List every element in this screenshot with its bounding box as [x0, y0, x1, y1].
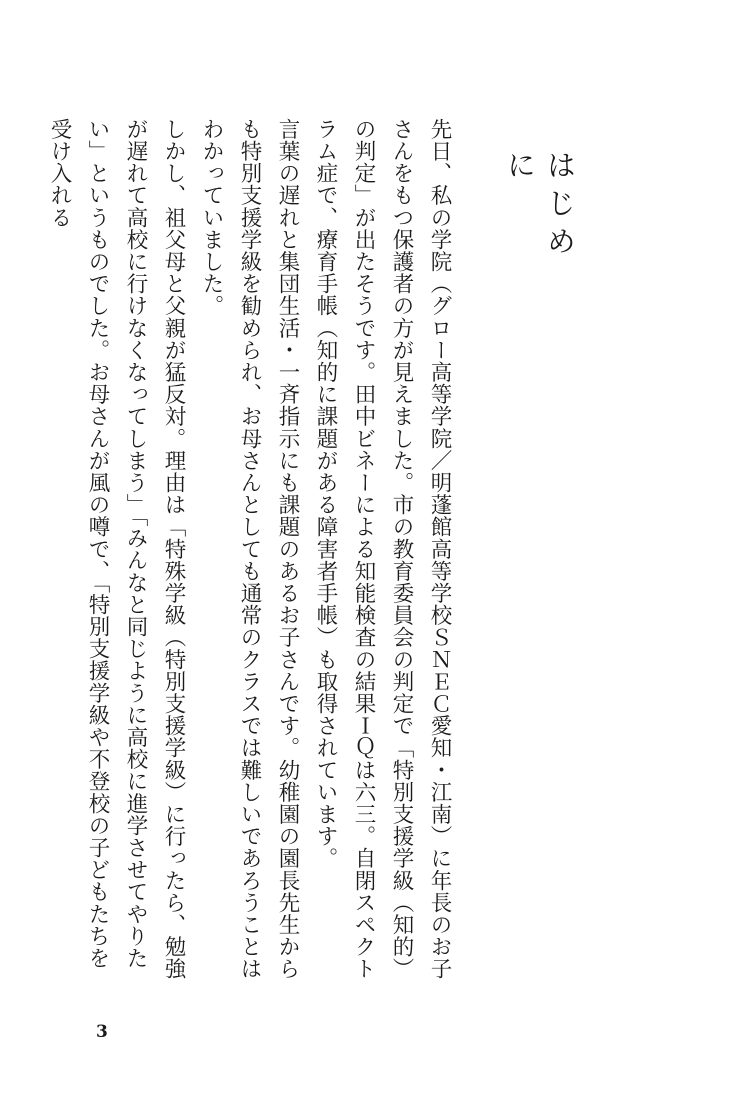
- paragraph-3: しかし、祖父母と父親が猛反対。理由は「特殊学級（特別支援学級）に行ったら、勉強が遅れて高校に行けなくなってしまう」「みんなと同じように高校に進学させてやりたい」というものでした。お母さんが風の噂で、「特別支援学級や不登校の子どもたちを受け入れる: [47, 118, 186, 980]
- paragraph-1: 先日、私の学院（グロー高等学院／明蓬館高等学校ＳＮＥＣ愛知・江南）に年長のお子さんをもつ保護者の方が見えました。市の教育委員会の判定で「特別支援学級（知的）の判定」が出たそうです。田中ビネーによる知能検査の結果ＩＱは六三。自閉スペクトラム症で、療育手帳（知的に課題がある障害者手帳）も取得されています。: [313, 118, 452, 980]
- paragraph-2: 言葉の遅れと集団生活・一斉指示にも課題のあるお子さんです。幼稚園の園長先生からも特別支援学級を勧められ、お母さんとしても通常のクラスでは難しいであろうことはわかっていました。: [199, 118, 300, 980]
- chapter-title: はじめに: [503, 150, 577, 264]
- body-text: [47, 118, 458, 983]
- page-number: 3: [96, 1022, 108, 1042]
